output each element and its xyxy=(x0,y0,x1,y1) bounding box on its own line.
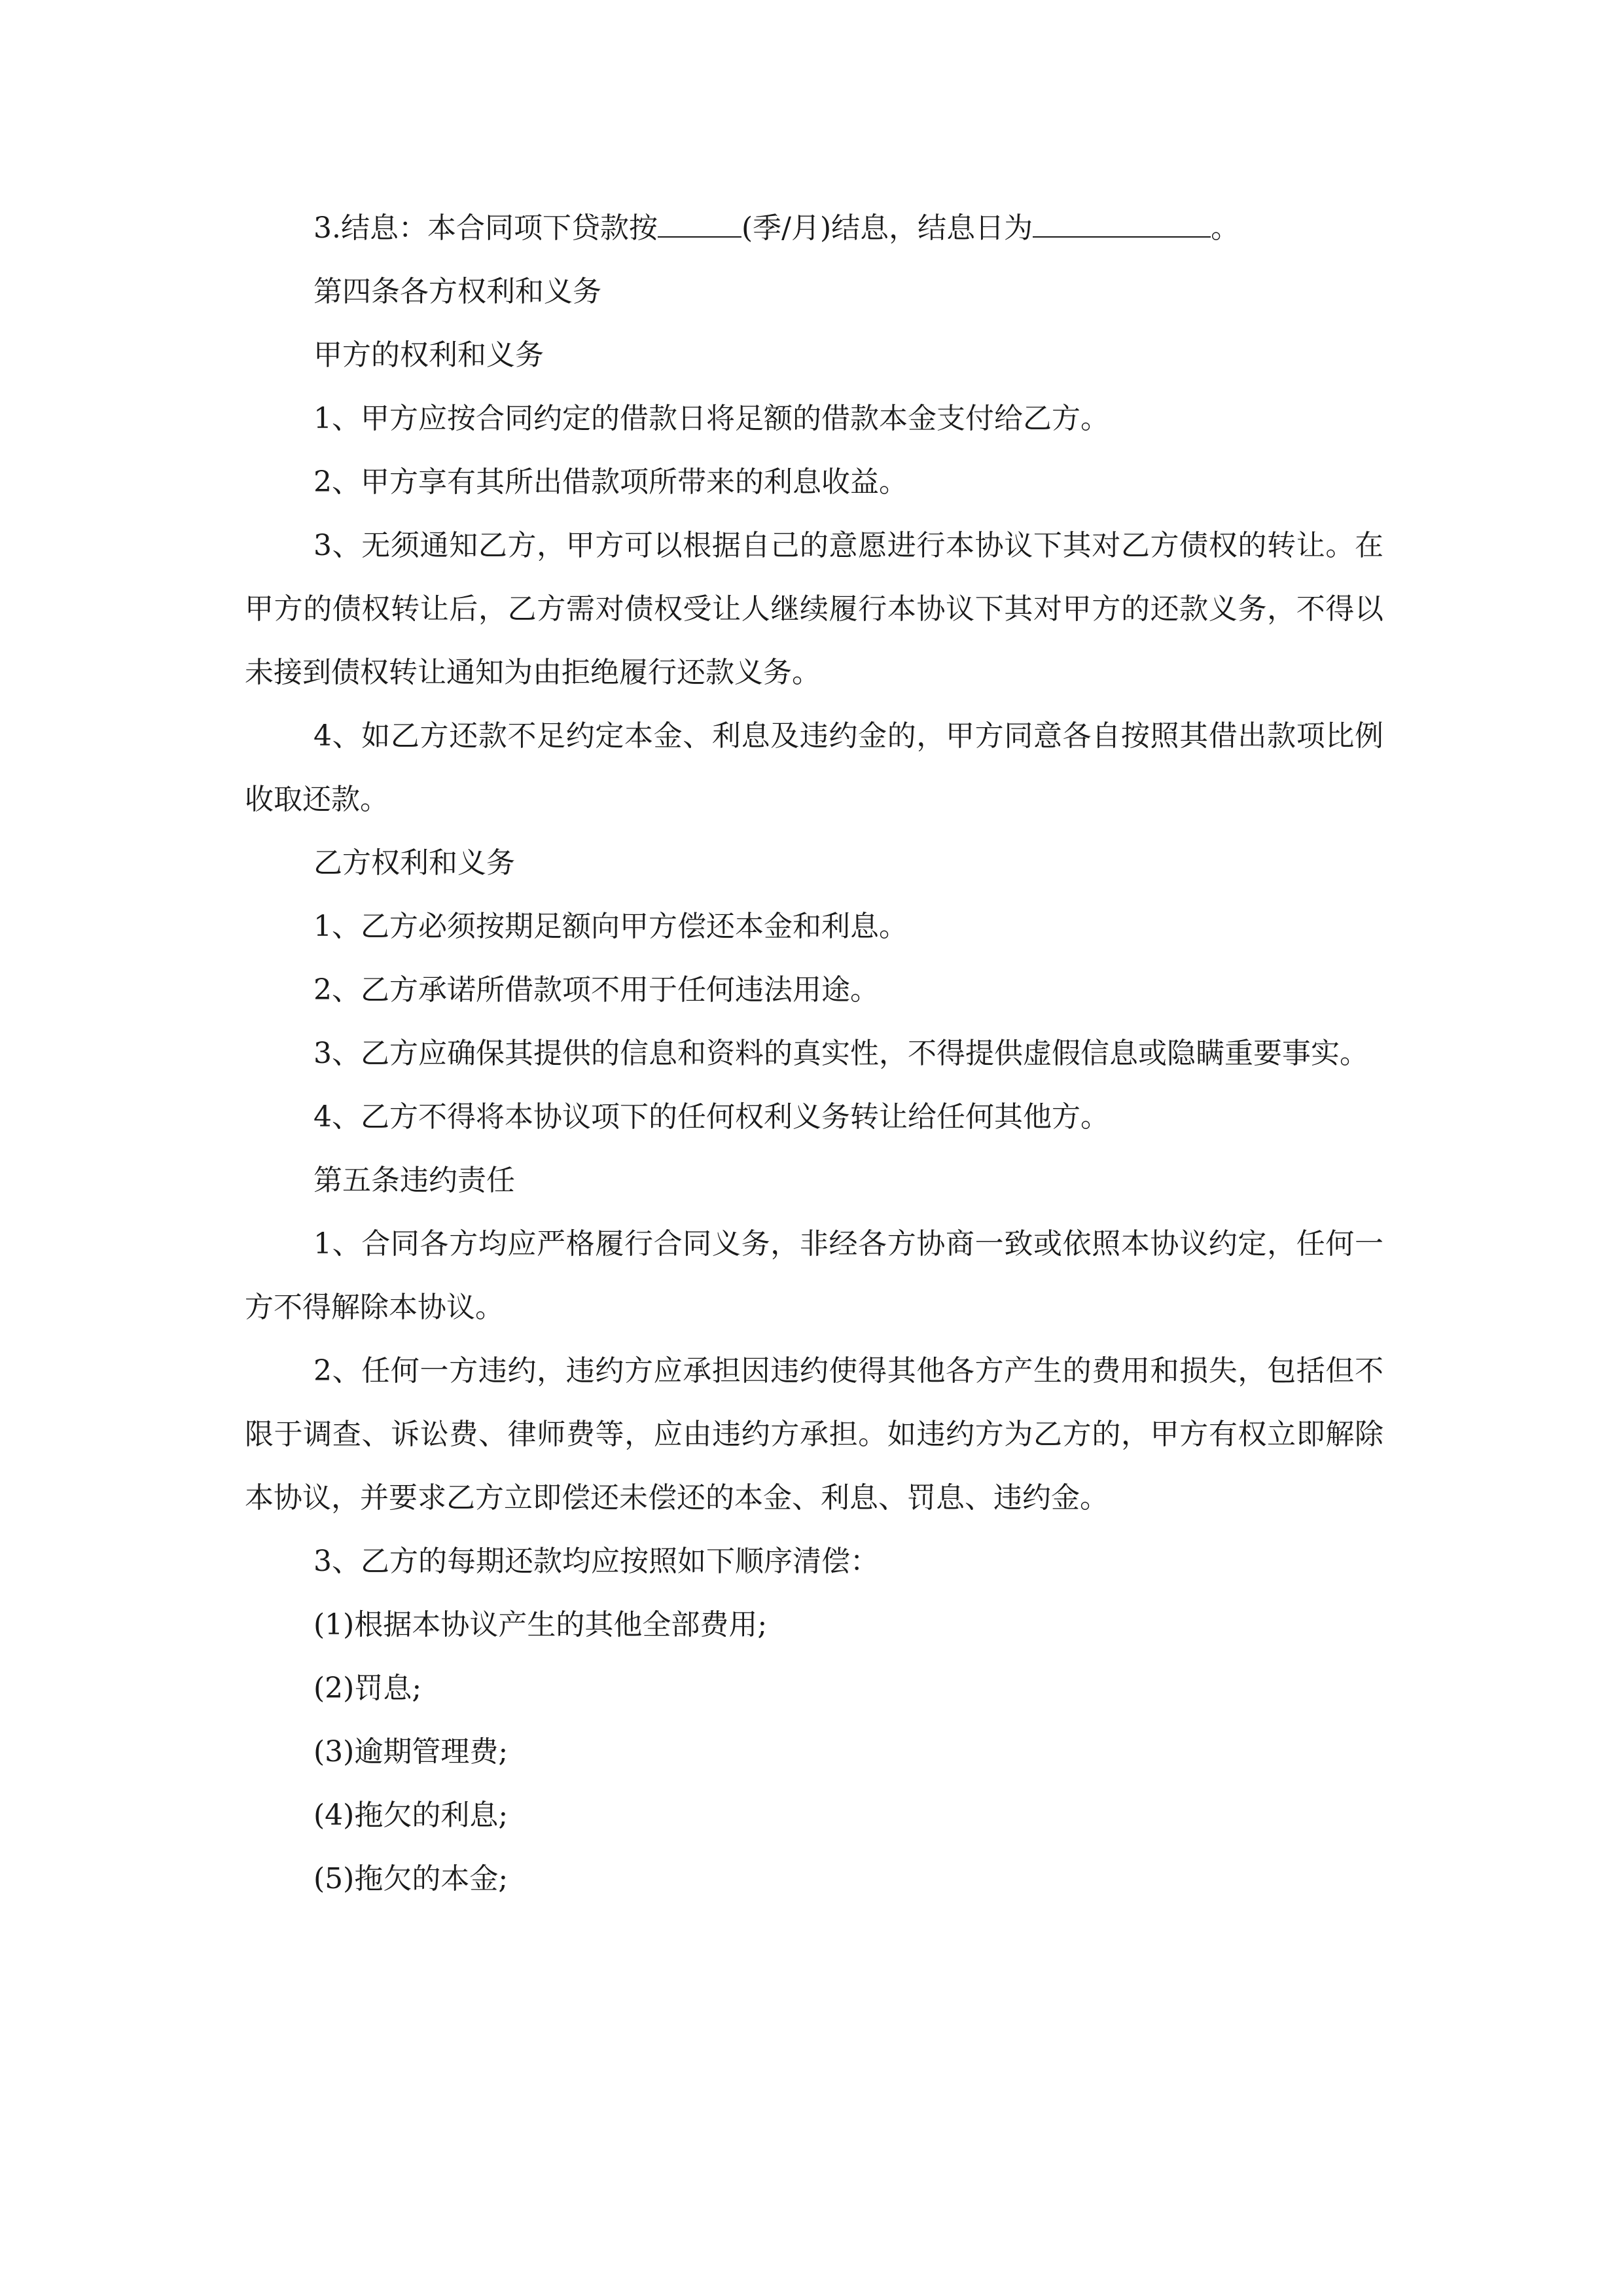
settlement-clause xyxy=(245,196,1383,260)
list-item: (3)逾期管理费; xyxy=(313,1735,508,1768)
settlement-date-blank xyxy=(1033,210,1211,238)
settlement-clause-text-1: 3.结息：本合同项下贷款按 xyxy=(313,211,658,245)
settlement-clause-text-3: 。 xyxy=(1211,211,1240,245)
paragraph: 3、无须通知乙方，甲方可以根据自己的意愿进行本协议下其对乙方债权的转让。在甲方的债权转让后，乙方需对债权受让人继续履行本协议下其对甲方的还款义务，不得以未接到债权转让通知为由拒绝履行还款义务。 xyxy=(245,529,1383,689)
paragraph: 1、甲方应按合同约定的借款日将足额的借款本金支付给乙方。 xyxy=(313,402,1109,435)
list-item: (4)拖欠的利息; xyxy=(313,1799,508,1832)
paragraph: 2、任何一方违约，违约方应承担因违约使得其他各方产生的费用和损失，包括但不限于调查、诉讼费、律师费等，应由违约方承担。如违约方为乙方的，甲方有权立即解除本协议，并要求乙方立即偿还未偿还的本金、利息、罚息、违约金。 xyxy=(245,1354,1383,1515)
paragraph: 1、合同各方均应严格履行合同义务，非经各方协商一致或依照本协议约定，任何一方不得解除本协议。 xyxy=(245,1227,1383,1324)
paragraph: 4、如乙方还款不足约定本金、利息及违约金的，甲方同意各自按照其借出款项比例收取还款。 xyxy=(245,719,1383,816)
settlement-period-blank xyxy=(658,210,741,238)
paragraph: 3、乙方应确保其提供的信息和资料的真实性，不得提供虚假信息或隐瞒重要事实。 xyxy=(313,1037,1368,1070)
paragraph: 3、乙方的每期还款均应按照如下顺序清偿： xyxy=(313,1545,879,1578)
list-item: (2)罚息; xyxy=(313,1672,422,1705)
subsection-heading-party-a: 甲方的权利和义务 xyxy=(313,338,544,372)
settlement-clause-text-2: (季/月)结息，结息日为 xyxy=(741,211,1033,245)
paragraph: 2、甲方享有其所出借款项所带来的利息收益。 xyxy=(313,465,908,499)
paragraph: 4、乙方不得将本协议项下的任何权利义务转让给任何其他方。 xyxy=(313,1100,1109,1134)
section-heading-article-5: 第五条违约责任 xyxy=(313,1164,515,1197)
document-body xyxy=(245,196,1383,1910)
paragraph: 2、乙方承诺所借款项不用于任何违法用途。 xyxy=(313,973,879,1007)
paragraph: 1、乙方必须按期足额向甲方偿还本金和利息。 xyxy=(313,910,908,943)
section-heading-article-4: 第四条各方权利和义务 xyxy=(313,275,601,308)
list-item: (1)根据本协议产生的其他全部费用; xyxy=(313,1608,768,1641)
list-item: (5)拖欠的本金; xyxy=(313,1862,508,1895)
subsection-heading-party-b: 乙方权利和义务 xyxy=(313,846,515,880)
